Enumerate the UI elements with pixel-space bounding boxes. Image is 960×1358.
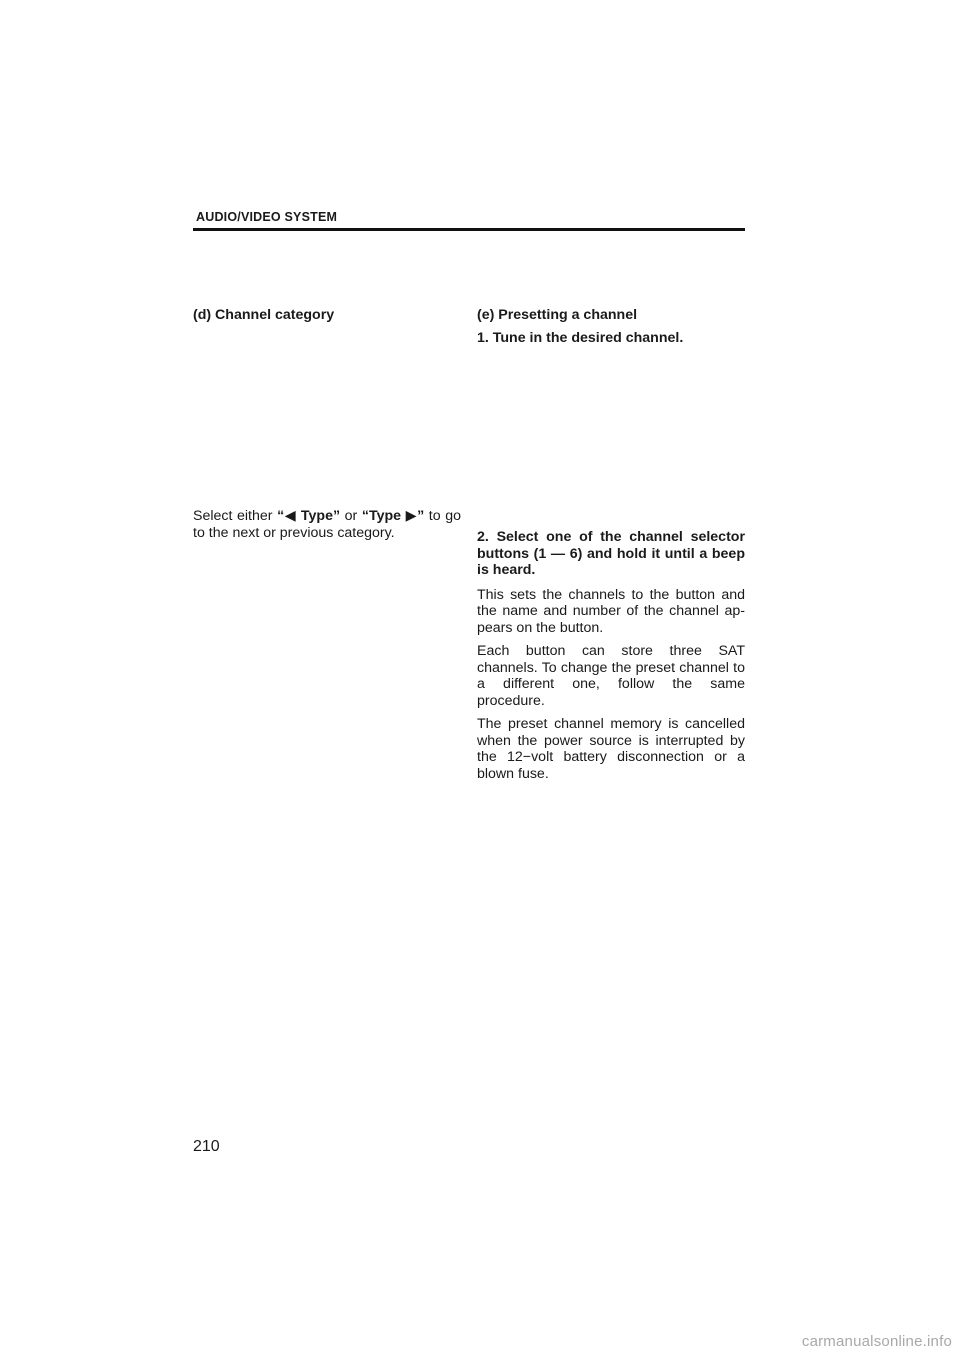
right-column-top — [477, 307, 745, 346]
or-word: or — [340, 508, 362, 524]
type-prev-label: “◀ Type” — [277, 508, 341, 524]
instruction-suffix: to go to the next or previous category. — [193, 508, 461, 541]
instruction-prefix: Select either — [193, 508, 278, 524]
preset-para-2: Each button can store three SAT channels. To change the preset channel to a different one, follow the same procedure. — [477, 643, 745, 709]
left-instruction — [193, 508, 461, 541]
header-rule — [193, 228, 745, 231]
watermark: carmanualsonline.info — [801, 1333, 952, 1350]
type-select-instruction — [193, 508, 461, 541]
channel-category-heading: (d) Channel category — [193, 307, 335, 323]
preset-para-3: The preset channel memory is cancelled when the power source is interrupted by the 12−volt battery disconnection or a blown fuse. — [477, 716, 745, 782]
preset-para-1: This sets the channels to the button and the name and number of the channel ap-pears on the button. — [477, 586, 745, 636]
right-column-bottom — [477, 529, 745, 782]
left-column — [193, 307, 461, 324]
page-number: 210 — [193, 1138, 220, 1155]
type-next-label: “Type ▶” — [361, 508, 425, 524]
step-1: 1. Tune in the desired channel. — [477, 329, 684, 346]
step-2: 2. Select one of the channel selector buttons (1 — 6) and hold it until a beep is heard. — [477, 529, 745, 578]
presetting-heading: (e) Presetting a channel — [477, 307, 638, 323]
section-title: AUDIO/VIDEO SYSTEM — [196, 210, 338, 224]
